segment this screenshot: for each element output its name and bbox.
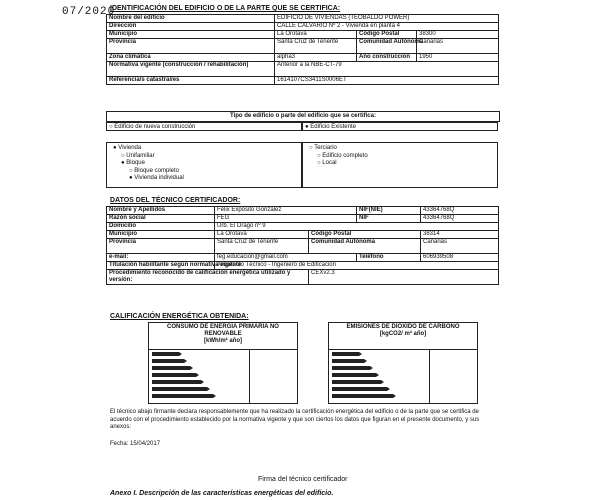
option-label: Terciario <box>314 145 337 151</box>
option-label: Bloque completo <box>134 167 179 174</box>
section-technician-title: DATOS DEL TÉCNICO CERTIFICADOR: <box>110 197 241 204</box>
row-value: 43364768Q <box>421 207 499 215</box>
row-label: Dirección <box>107 23 275 31</box>
row-label: Zona climática <box>107 54 275 62</box>
option-label: Vivienda <box>118 145 142 151</box>
rating-scale-bar <box>332 352 359 356</box>
co2-emissions-header <box>329 323 477 350</box>
rating-scale-bar <box>332 394 393 398</box>
declaration-text: El técnico abajo firmante declara responsablemente que ha realizado la certificación energética del edificio o de la parte que se certifica de acuerdo con el procedimiento establecido por la normativa vigente y que son ciertos los datos que figuran en el presente documento, y sus anexos: <box>110 409 480 430</box>
rating-scale-bar <box>152 359 184 363</box>
rating-scale-bar <box>152 352 179 356</box>
row-value: FEG <box>215 215 357 223</box>
row-label: Razón social <box>107 215 215 223</box>
option-unifamiliar[interactable]: ○ Unifamiliar <box>121 152 155 159</box>
row-value: Félix Expósito González <box>215 207 357 215</box>
energy-consumption-panel <box>148 322 298 404</box>
row-label: Comunidad Autónoma <box>309 239 421 254</box>
row-label: Normativa vigente (construcción / rehabilitación) <box>107 62 275 77</box>
tertiary-options <box>302 142 498 188</box>
residential-options <box>106 142 302 188</box>
option-label: Edificio completo <box>322 152 368 159</box>
new-building-label: Edificio de nueva construcción <box>114 124 196 130</box>
rating-scale-bar <box>152 380 201 384</box>
option-local[interactable]: ○ Local <box>317 160 337 166</box>
row-label: Domicilio <box>107 223 215 231</box>
row-label: Código Postal <box>309 231 421 239</box>
co2-emissions-panel <box>328 322 478 404</box>
existing-building-label: Edificio Existente <box>310 124 356 130</box>
row-label: e-mail: <box>107 254 215 262</box>
row-value: Urb. El Drago nº 9 <box>215 223 499 231</box>
option-label: Vivienda individual <box>134 175 184 181</box>
row-value: Canarias <box>421 239 499 254</box>
technician-table <box>106 206 499 285</box>
row-value: CALLE CALVARIO Nº 2 - Vivienda en planta 4 <box>275 23 499 31</box>
rating-scale-bar <box>332 380 381 384</box>
building-type-title: Tipo de edificio o parte del edificio que se certifica: <box>230 113 376 119</box>
building-type-header <box>106 111 500 122</box>
option-vivienda-individual[interactable]: ● Vivienda individual <box>129 175 184 181</box>
signature-date: Fecha: 15/04/2017 <box>110 441 161 447</box>
row-value: 606939508 <box>421 254 499 262</box>
row-label: Municipio <box>107 231 215 239</box>
option-bloque[interactable]: ● Bloque <box>121 160 145 166</box>
row-label: Municipio <box>107 31 275 39</box>
row-value: Arquitecto Técnico - Ingeniero de Edificación <box>215 262 499 270</box>
co2-emissions-title: EMISIONES DE DIÓXIDO DE CARBONO <box>346 324 460 330</box>
building-identification-table <box>106 14 499 85</box>
row-value: Santa Cruz de Tenerife <box>215 239 309 254</box>
option-label: Local <box>322 160 337 166</box>
row-value: 43364768Q <box>421 215 499 223</box>
row-label: Comunidad Autónoma <box>357 39 417 54</box>
rating-scale-bar <box>152 366 190 370</box>
row-value: 38314 <box>421 231 499 239</box>
energy-consumption-unit: [kWh/m² año] <box>204 338 242 344</box>
row-label: Titulación habilitante según normativa vigente <box>107 262 215 270</box>
row-label: Código Postal <box>357 31 417 39</box>
row-value: La Orotava <box>215 231 309 239</box>
row-label: NIF(NIE) <box>357 207 421 215</box>
rating-scale-bar <box>152 387 207 391</box>
energy-consumption-title: CONSUMO DE ENERGÍA PRIMARIA NO RENOVABLE <box>167 324 279 337</box>
signature-caption: Firma del técnico certificador <box>258 476 348 483</box>
scan-date-stamp: 07/2020 <box>62 6 116 18</box>
existing-building-option[interactable]: ● Edificio Existente <box>302 122 498 131</box>
option-vivienda[interactable]: ● Vivienda <box>113 145 142 151</box>
rating-scale-bar <box>332 387 387 391</box>
row-label: Provincia <box>107 239 215 254</box>
energy-consumption-header <box>149 323 297 350</box>
rating-scale-bar <box>152 373 196 377</box>
option-terciario[interactable]: ○ Terciario <box>309 145 337 151</box>
option-label: Unifamiliar <box>126 152 155 159</box>
annex-heading: Anexo I. Descripción de las características energéticas del edificio. <box>110 490 334 497</box>
section-rating-title: CALIFICACIÓN ENERGÉTICA OBTENIDA: <box>110 313 249 320</box>
row-value: Anterior a la NBE-CT-79 <box>275 62 499 77</box>
row-value: Canarias <box>417 39 499 54</box>
row-label: Año construcción <box>357 54 417 62</box>
energy-scale <box>152 352 247 402</box>
scale-divider <box>429 349 430 403</box>
row-value: 1950 <box>417 54 499 62</box>
option-bloque-completo[interactable]: ○ Bloque completo <box>129 167 179 174</box>
row-value: 1614107CS3411S0006ET <box>275 77 499 85</box>
rating-scale-bar <box>332 366 370 370</box>
row-label: Referencia/s catastral/es <box>107 77 275 85</box>
rating-scale-bar <box>332 359 364 363</box>
row-label: NIF <box>357 215 421 223</box>
co2-emissions-unit: [kgCO2/ m² año] <box>379 331 427 337</box>
rating-scale-bar <box>332 373 376 377</box>
row-label: Nombre del edificio <box>107 15 275 23</box>
row-value: 38300 <box>417 31 499 39</box>
row-value: Santa Cruz de Tenerife <box>275 39 357 54</box>
row-value: La Orotava <box>275 31 357 39</box>
co2-scale <box>332 352 427 402</box>
option-label: Bloque <box>126 160 145 166</box>
section-identification-title: IDENTIFICACIÓN DEL EDIFICIO O DE LA PARTE QUE SE CERTIFICA: <box>110 5 341 12</box>
row-value: feg.educacion@gmail.com <box>215 254 357 262</box>
row-label: Nombre y Apellidos <box>107 207 215 215</box>
scale-divider <box>249 349 250 403</box>
row-label: Provincia <box>107 39 275 54</box>
row-value: alpha3 <box>275 54 357 62</box>
option-edificio-completo[interactable]: ○ Edificio completo <box>317 152 368 159</box>
new-building-option[interactable]: ○ Edificio de nueva construcción <box>106 122 302 131</box>
rating-scale-bar <box>152 394 213 398</box>
row-value: CEXv2.3 <box>309 270 499 285</box>
row-value: EDIFICIO DE VIVIENDAS (TEOBALDO POWER) <box>275 15 499 23</box>
row-label: Teléfono <box>357 254 421 262</box>
row-label: Procedimiento reconocido de calificación energética utilizado y versión: <box>107 270 309 285</box>
